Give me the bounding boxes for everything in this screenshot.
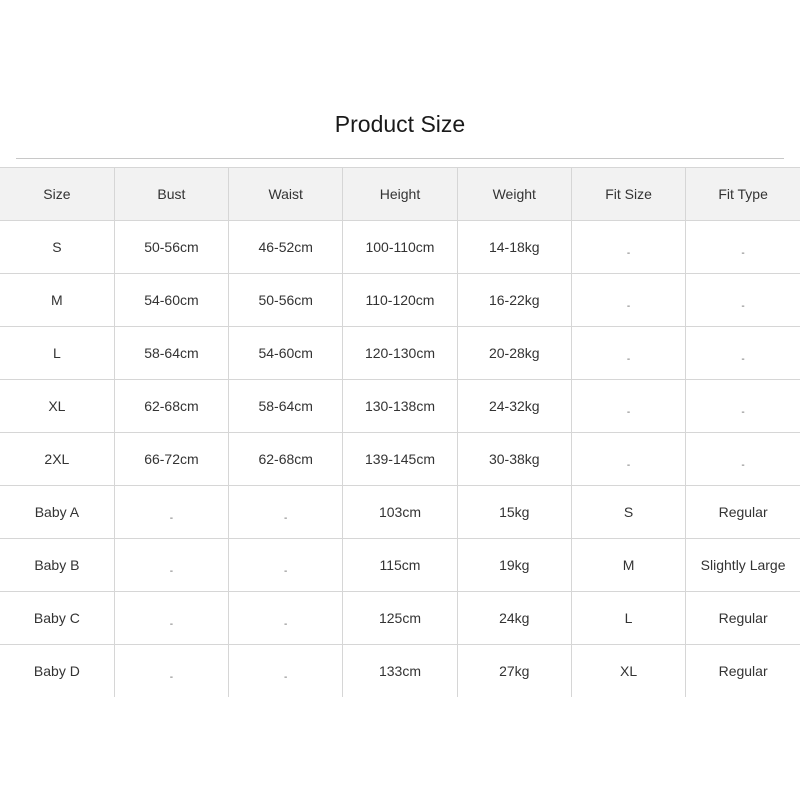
cell-height: [343, 539, 457, 592]
cell-fit-type: [686, 274, 800, 327]
table-row: [0, 380, 800, 433]
cell-value: 27kg: [499, 663, 530, 679]
cell-value: Baby C: [33, 610, 80, 626]
cell-value: 115cm: [379, 557, 421, 573]
header-size: Size: [0, 168, 114, 221]
cell-fit-type: [686, 221, 800, 274]
cell-value: -: [284, 619, 288, 630]
cell-value: M: [51, 292, 63, 308]
cell-weight: [457, 221, 571, 274]
cell-value: 2XL: [44, 451, 70, 467]
cell-value: 58-64cm: [144, 345, 199, 361]
table-row: [0, 433, 800, 486]
cell-value: 58-64cm: [258, 398, 313, 414]
cell-fit-size: [571, 539, 685, 592]
cell-value: Baby B: [34, 557, 80, 573]
table-row: [0, 327, 800, 380]
cell-waist: [229, 221, 343, 274]
cell-value: -: [284, 566, 288, 577]
cell-value: Baby A: [34, 504, 80, 520]
header-weight: Weight: [457, 168, 571, 221]
cell-value: -: [741, 460, 745, 471]
cell-bust: [114, 274, 228, 327]
cell-value: -: [169, 672, 174, 683]
table-body: [0, 221, 800, 698]
cell-height: [343, 645, 457, 698]
cell-fit-size: [571, 486, 685, 539]
cell-waist: [229, 486, 343, 539]
cell-value: 24kg: [499, 610, 530, 626]
cell-value: 54-60cm: [144, 292, 199, 308]
table-row: [0, 592, 800, 645]
cell-value: Regular: [718, 663, 768, 679]
cell-value: 14-18kg: [488, 239, 540, 255]
cell-value: 16-22kg: [488, 292, 540, 308]
cell-value: -: [626, 460, 631, 471]
cell-value: 66-72cm: [144, 451, 199, 467]
cell-value: -: [169, 619, 174, 630]
cell-height: [343, 433, 457, 486]
cell-size: [0, 274, 114, 327]
header-fit-size: Fit Size: [571, 168, 685, 221]
cell-waist: [229, 274, 343, 327]
cell-value: 19kg: [499, 557, 530, 573]
cell-weight: [457, 327, 571, 380]
cell-height: [343, 274, 457, 327]
cell-fit-size: [571, 380, 685, 433]
title-divider: [16, 158, 784, 159]
cell-value: 15kg: [499, 504, 530, 520]
cell-value: -: [741, 407, 745, 418]
cell-value: Regular: [718, 610, 768, 626]
cell-size: [0, 327, 114, 380]
cell-fit-size: [571, 221, 685, 274]
cell-value: -: [284, 672, 288, 683]
cell-weight: [457, 539, 571, 592]
cell-fit-type: [686, 539, 800, 592]
cell-value: Baby D: [33, 663, 80, 679]
cell-value: M: [622, 557, 635, 573]
cell-value: -: [741, 354, 745, 365]
cell-fit-type: [686, 380, 800, 433]
cell-value: -: [169, 566, 174, 577]
cell-value: -: [626, 301, 631, 312]
cell-value: 62-68cm: [144, 398, 199, 414]
header-fit-type: Fit Type: [686, 168, 800, 221]
cell-height: [343, 380, 457, 433]
cell-fit-type: [686, 327, 800, 380]
cell-value: 30-38kg: [488, 451, 540, 467]
cell-size: [0, 486, 114, 539]
cell-value: 120-130cm: [364, 345, 435, 361]
cell-bust: [114, 486, 228, 539]
cell-height: [343, 221, 457, 274]
cell-size: [0, 380, 114, 433]
cell-fit-type: [686, 592, 800, 645]
cell-value: S: [623, 504, 634, 520]
table-row: [0, 274, 800, 327]
cell-value: 125cm: [378, 610, 421, 626]
cell-weight: [457, 645, 571, 698]
cell-value: 54-60cm: [258, 345, 313, 361]
cell-fit-size: [571, 592, 685, 645]
cell-size: [0, 539, 114, 592]
cell-value: -: [741, 301, 745, 312]
cell-fit-size: [571, 645, 685, 698]
cell-value: -: [169, 513, 174, 524]
cell-value: 139-145cm: [364, 451, 435, 467]
cell-value: 133cm: [378, 663, 421, 679]
cell-value: L: [52, 345, 61, 361]
table-row: [0, 539, 800, 592]
header-height: Height: [343, 168, 457, 221]
cell-value: -: [741, 248, 745, 259]
cell-height: [343, 592, 457, 645]
cell-bust: [114, 592, 228, 645]
cell-value: 24-32kg: [488, 398, 540, 414]
cell-fit-size: [571, 274, 685, 327]
cell-value: -: [626, 354, 631, 365]
cell-value: XL: [619, 663, 638, 679]
cell-waist: [229, 645, 343, 698]
cell-bust: [114, 221, 228, 274]
cell-bust: [114, 645, 228, 698]
cell-fit-size: [571, 327, 685, 380]
table-row: [0, 221, 800, 274]
cell-weight: [457, 274, 571, 327]
cell-height: [343, 327, 457, 380]
cell-value: -: [284, 513, 288, 524]
cell-waist: [229, 539, 343, 592]
cell-fit-type: [686, 645, 800, 698]
header-waist: Waist: [229, 168, 343, 221]
cell-height: [343, 486, 457, 539]
cell-value: Slightly Large: [700, 557, 786, 573]
cell-fit-type: [686, 486, 800, 539]
size-chart-table: [0, 167, 800, 697]
cell-value: -: [626, 407, 631, 418]
cell-value: -: [626, 248, 631, 259]
cell-waist: [229, 327, 343, 380]
cell-value: 46-52cm: [258, 239, 313, 255]
cell-bust: [114, 539, 228, 592]
cell-value: S: [52, 239, 62, 255]
cell-bust: [114, 380, 228, 433]
page-title: Product Size: [334, 111, 466, 137]
cell-bust: [114, 433, 228, 486]
cell-size: [0, 645, 114, 698]
cell-waist: [229, 380, 343, 433]
cell-value: XL: [48, 398, 66, 414]
cell-value: L: [624, 610, 633, 626]
cell-bust: [114, 327, 228, 380]
cell-value: 100-110cm: [365, 239, 435, 255]
cell-value: 103cm: [378, 504, 421, 520]
cell-value: 110-120cm: [365, 292, 435, 308]
cell-size: [0, 221, 114, 274]
cell-value: 20-28kg: [488, 345, 540, 361]
table-header-row: [0, 168, 800, 221]
cell-size: [0, 433, 114, 486]
cell-value: 62-68cm: [258, 451, 313, 467]
cell-value: 50-56cm: [144, 239, 199, 255]
cell-weight: [457, 380, 571, 433]
cell-weight: [457, 592, 571, 645]
cell-value: 130-138cm: [364, 398, 435, 414]
cell-waist: [229, 433, 343, 486]
cell-fit-type: [686, 433, 800, 486]
cell-weight: [457, 433, 571, 486]
cell-size: [0, 592, 114, 645]
table-row: [0, 645, 800, 698]
header-bust: Bust: [114, 168, 228, 221]
cell-fit-size: [571, 433, 685, 486]
table-row: [0, 486, 800, 539]
cell-value: Regular: [718, 504, 768, 520]
cell-weight: [457, 486, 571, 539]
cell-value: 50-56cm: [258, 292, 313, 308]
cell-waist: [229, 592, 343, 645]
